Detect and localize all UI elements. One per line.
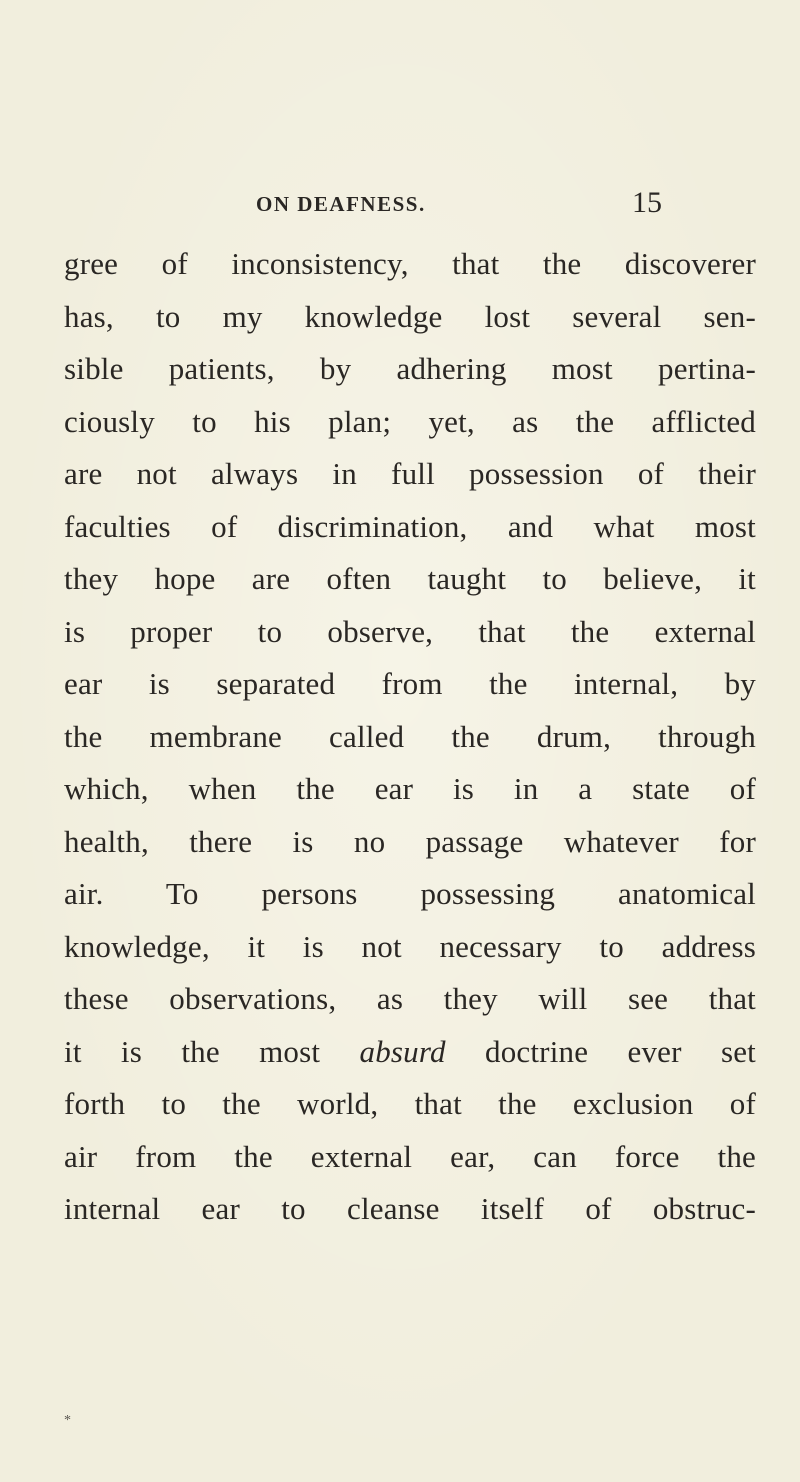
italic-word: absurd xyxy=(359,1033,446,1069)
text-line: knowledge, it is not necessary to address xyxy=(64,928,756,964)
text-line: is proper to observe, that the external xyxy=(64,613,756,649)
text-line: gree of inconsistency, that the discoverer xyxy=(64,246,756,281)
page-number: 15 xyxy=(632,186,662,219)
text-line: are not always in full possession of their xyxy=(64,456,756,491)
text-line: internal ear to cleanse itself of obstruc- xyxy=(64,1191,756,1226)
text-line: which, when the ear is in a state of xyxy=(64,771,756,806)
running-title: ON DEAFNESS. xyxy=(256,192,426,216)
text-line: health, there is no passage whatever for xyxy=(64,823,756,859)
text-line: these observations, as they will see that xyxy=(64,981,756,1016)
text-segment: doctrine ever set xyxy=(445,1033,756,1069)
text-line: the membrane called the drum, through xyxy=(64,718,756,754)
text-line xyxy=(64,1026,756,1079)
body-text xyxy=(64,238,756,1236)
text-line: forth to the world, that the exclusion of xyxy=(64,1086,756,1121)
text-line: air from the external ear, can force the xyxy=(64,1138,756,1174)
text-line: ciously to his plan; yet, as the afflicted xyxy=(64,403,756,439)
running-head xyxy=(256,186,662,220)
text-line: ear is separated from the internal, by xyxy=(64,666,756,701)
text-line: has, to my knowledge lost several sen- xyxy=(64,298,756,334)
text-line: air. To persons possessing anatomical xyxy=(64,876,756,911)
text-segment: it is the most xyxy=(64,1033,360,1069)
text-line: faculties of discrimination, and what most xyxy=(64,508,756,544)
text-line: sible patients, by adhering most pertina- xyxy=(64,351,756,386)
signature-mark: * xyxy=(64,1413,71,1428)
text-line: they hope are often taught to believe, it xyxy=(64,561,756,596)
